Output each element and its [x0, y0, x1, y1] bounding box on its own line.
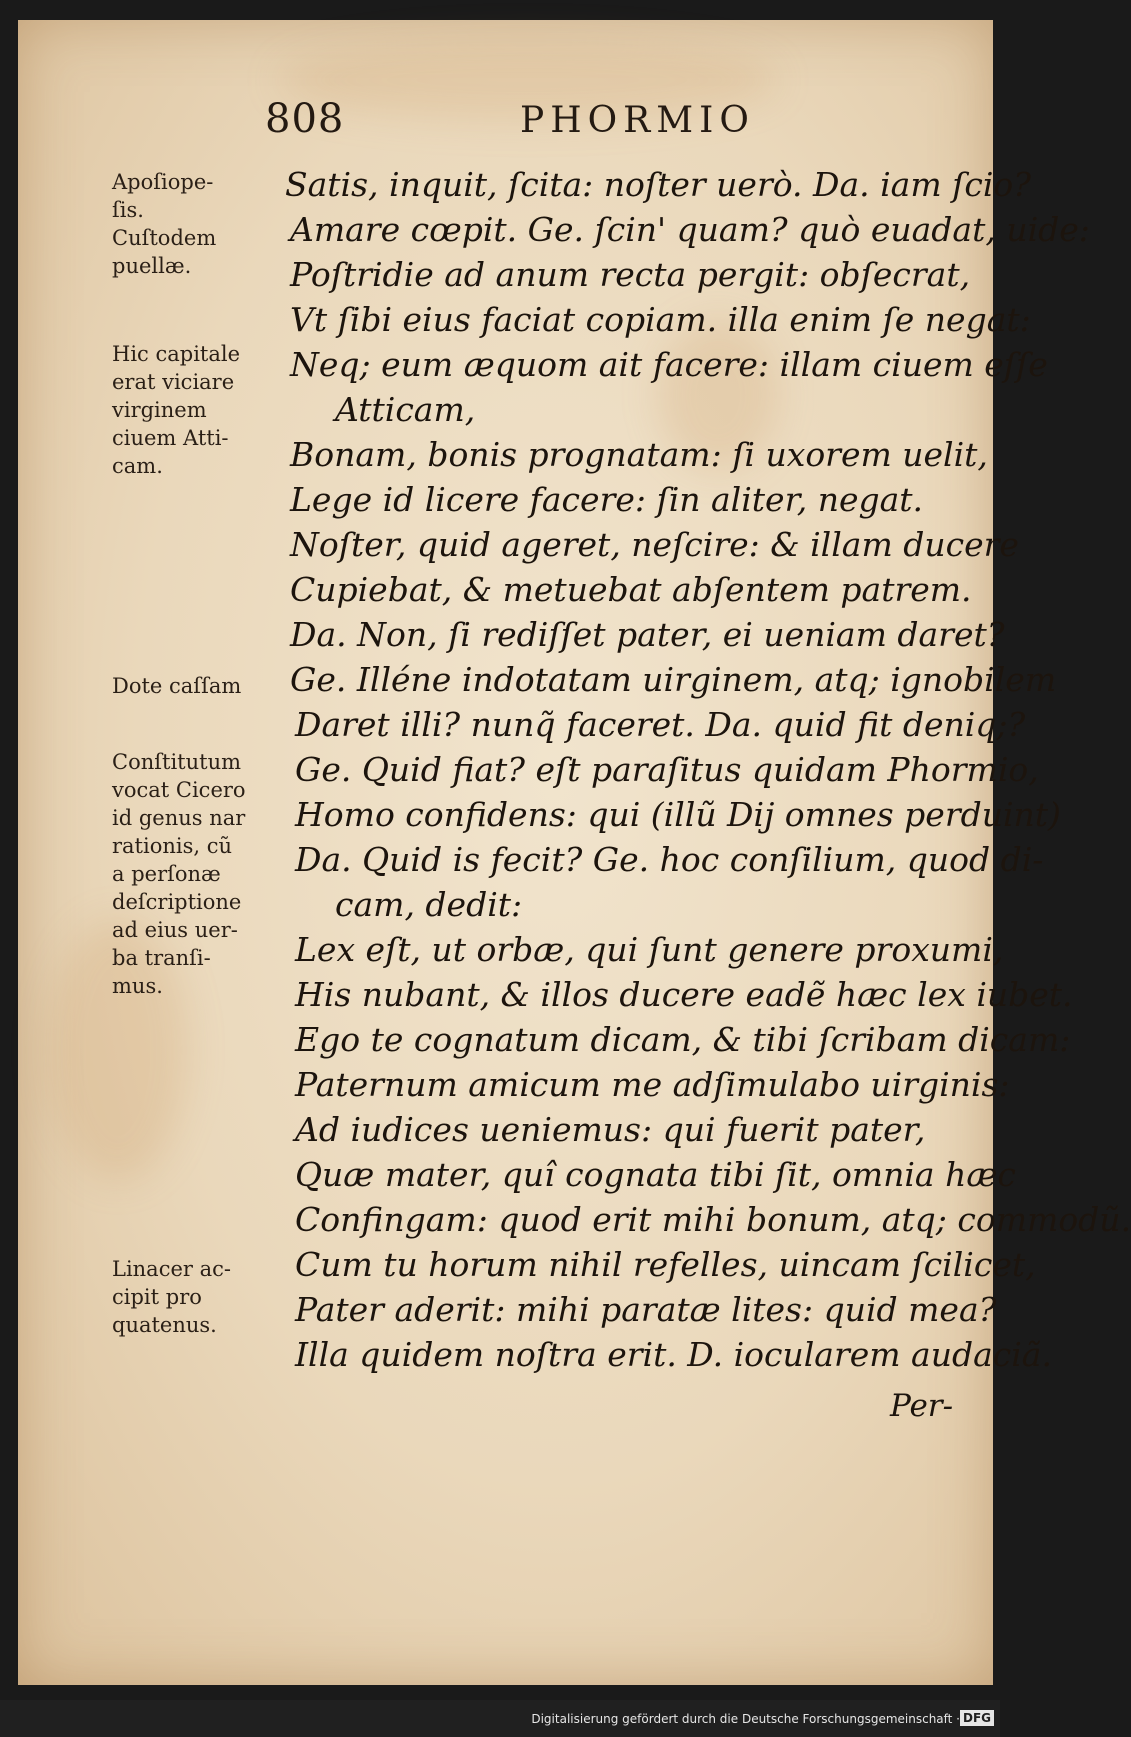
verse-line: Cum tu horum nihil refelles, uincam ſcilicet, — [295, 1245, 1036, 1284]
running-head: PHORMIO — [520, 100, 755, 141]
verse-line: Amare cœpit. Ge. ſcin' quam? quò euadat, uide: — [290, 210, 1090, 249]
page-number: 808 — [265, 96, 345, 142]
catchword: Per- — [890, 1388, 954, 1424]
verse-line: cam, dedit: — [335, 885, 523, 924]
verse-line: Bonam, bonis prognatam: ſi uxorem uelit, — [290, 435, 988, 474]
verse-line: Atticam, — [335, 390, 476, 429]
verse-line: Paternum amicum me adſimulabo uirginis: — [295, 1065, 1010, 1104]
verse-line: Poſtridie ad anum recta pergit: obſecrat, — [290, 255, 971, 294]
margin-note: Hic capitale erat viciare virginem ciuem Atti- cam. — [112, 342, 241, 478]
verse-line: Noſter, quid ageret, neſcire: & illam ducere — [290, 525, 1019, 564]
margin-note: Linacer ac- cipit pro quatenus. — [112, 1257, 231, 1337]
verse-line: Da. Non, ſi rediſſet pater, ei ueniam daret? — [290, 615, 1005, 654]
verse-line: Pater aderit: mihi paratæ lites: quid mea? — [295, 1290, 997, 1329]
verse-line: Da. Quid is fecit? Ge. hoc conſilium, quod di- — [295, 840, 1044, 879]
margin-note: Conſtitutum vocat Cicero id genus nar rationis, cũ a perſonæ deſcriptione ad eius uer- ba tranſi- mus. — [112, 750, 246, 998]
digitization-footer — [0, 1700, 1000, 1737]
verse-line: Neq; eum æquom ait facere: illam ciuem eſſe — [290, 345, 1048, 384]
margin-note: Apoſiope- ſis. Cuſtodem puellæ. — [112, 170, 217, 278]
verse-line: Homo confidens: qui (illũ Dij omnes perduint) — [295, 795, 1061, 834]
page-header — [0, 96, 1000, 146]
verse-line: Illa quidem noſtra erit. D. iocularem audaciã. — [295, 1335, 1052, 1374]
verse-line: Quæ mater, quî cognata tibi ſit, omnia hæc — [295, 1155, 1016, 1194]
verse-line: Confingam: quod erit mihi bonum, atq; commodũ. — [295, 1200, 1131, 1239]
verse-line: Ego te cognatum dicam, & tibi ſcribam dicam: — [295, 1020, 1071, 1059]
dfg-logo: DFG — [960, 1710, 994, 1726]
verse-line: Lex eſt, ut orbæ, qui ſunt genere proxumi, — [295, 930, 1004, 969]
verse-line: Ge. Illéne indotatam uirginem, atq; ignobilem — [290, 660, 1057, 699]
verse-line: Ge. Quid fiat? eſt paraſitus quidam Phormio, — [295, 750, 1039, 789]
verse-line: Satis, inquit, ſcita: noſter uerò. Da. iam ſcio? — [285, 165, 1031, 204]
verse-line: Lege id licere facere: ſin aliter, negat. — [290, 480, 924, 519]
verse-line: Cupiebat, & metuebat abſentem patrem. — [290, 570, 972, 609]
verse-line: His nubant, & illos ducere eadẽ hæc lex iubet. — [295, 975, 1073, 1014]
verse-line: Daret illi? nunq̃ faceret. Da. quid fit deniq;? — [295, 705, 1026, 744]
margin-note: Dote caſſam — [112, 674, 242, 698]
funding-credit: Digitalisierung gefördert durch die Deutsche Forschungsgemeinschaft · — [531, 1712, 960, 1726]
verse-line: Vt ſibi eius faciat copiam. illa enim ſe negat: — [290, 300, 1031, 339]
verse-line: Ad iudices ueniemus: qui fuerit pater, — [295, 1110, 926, 1149]
